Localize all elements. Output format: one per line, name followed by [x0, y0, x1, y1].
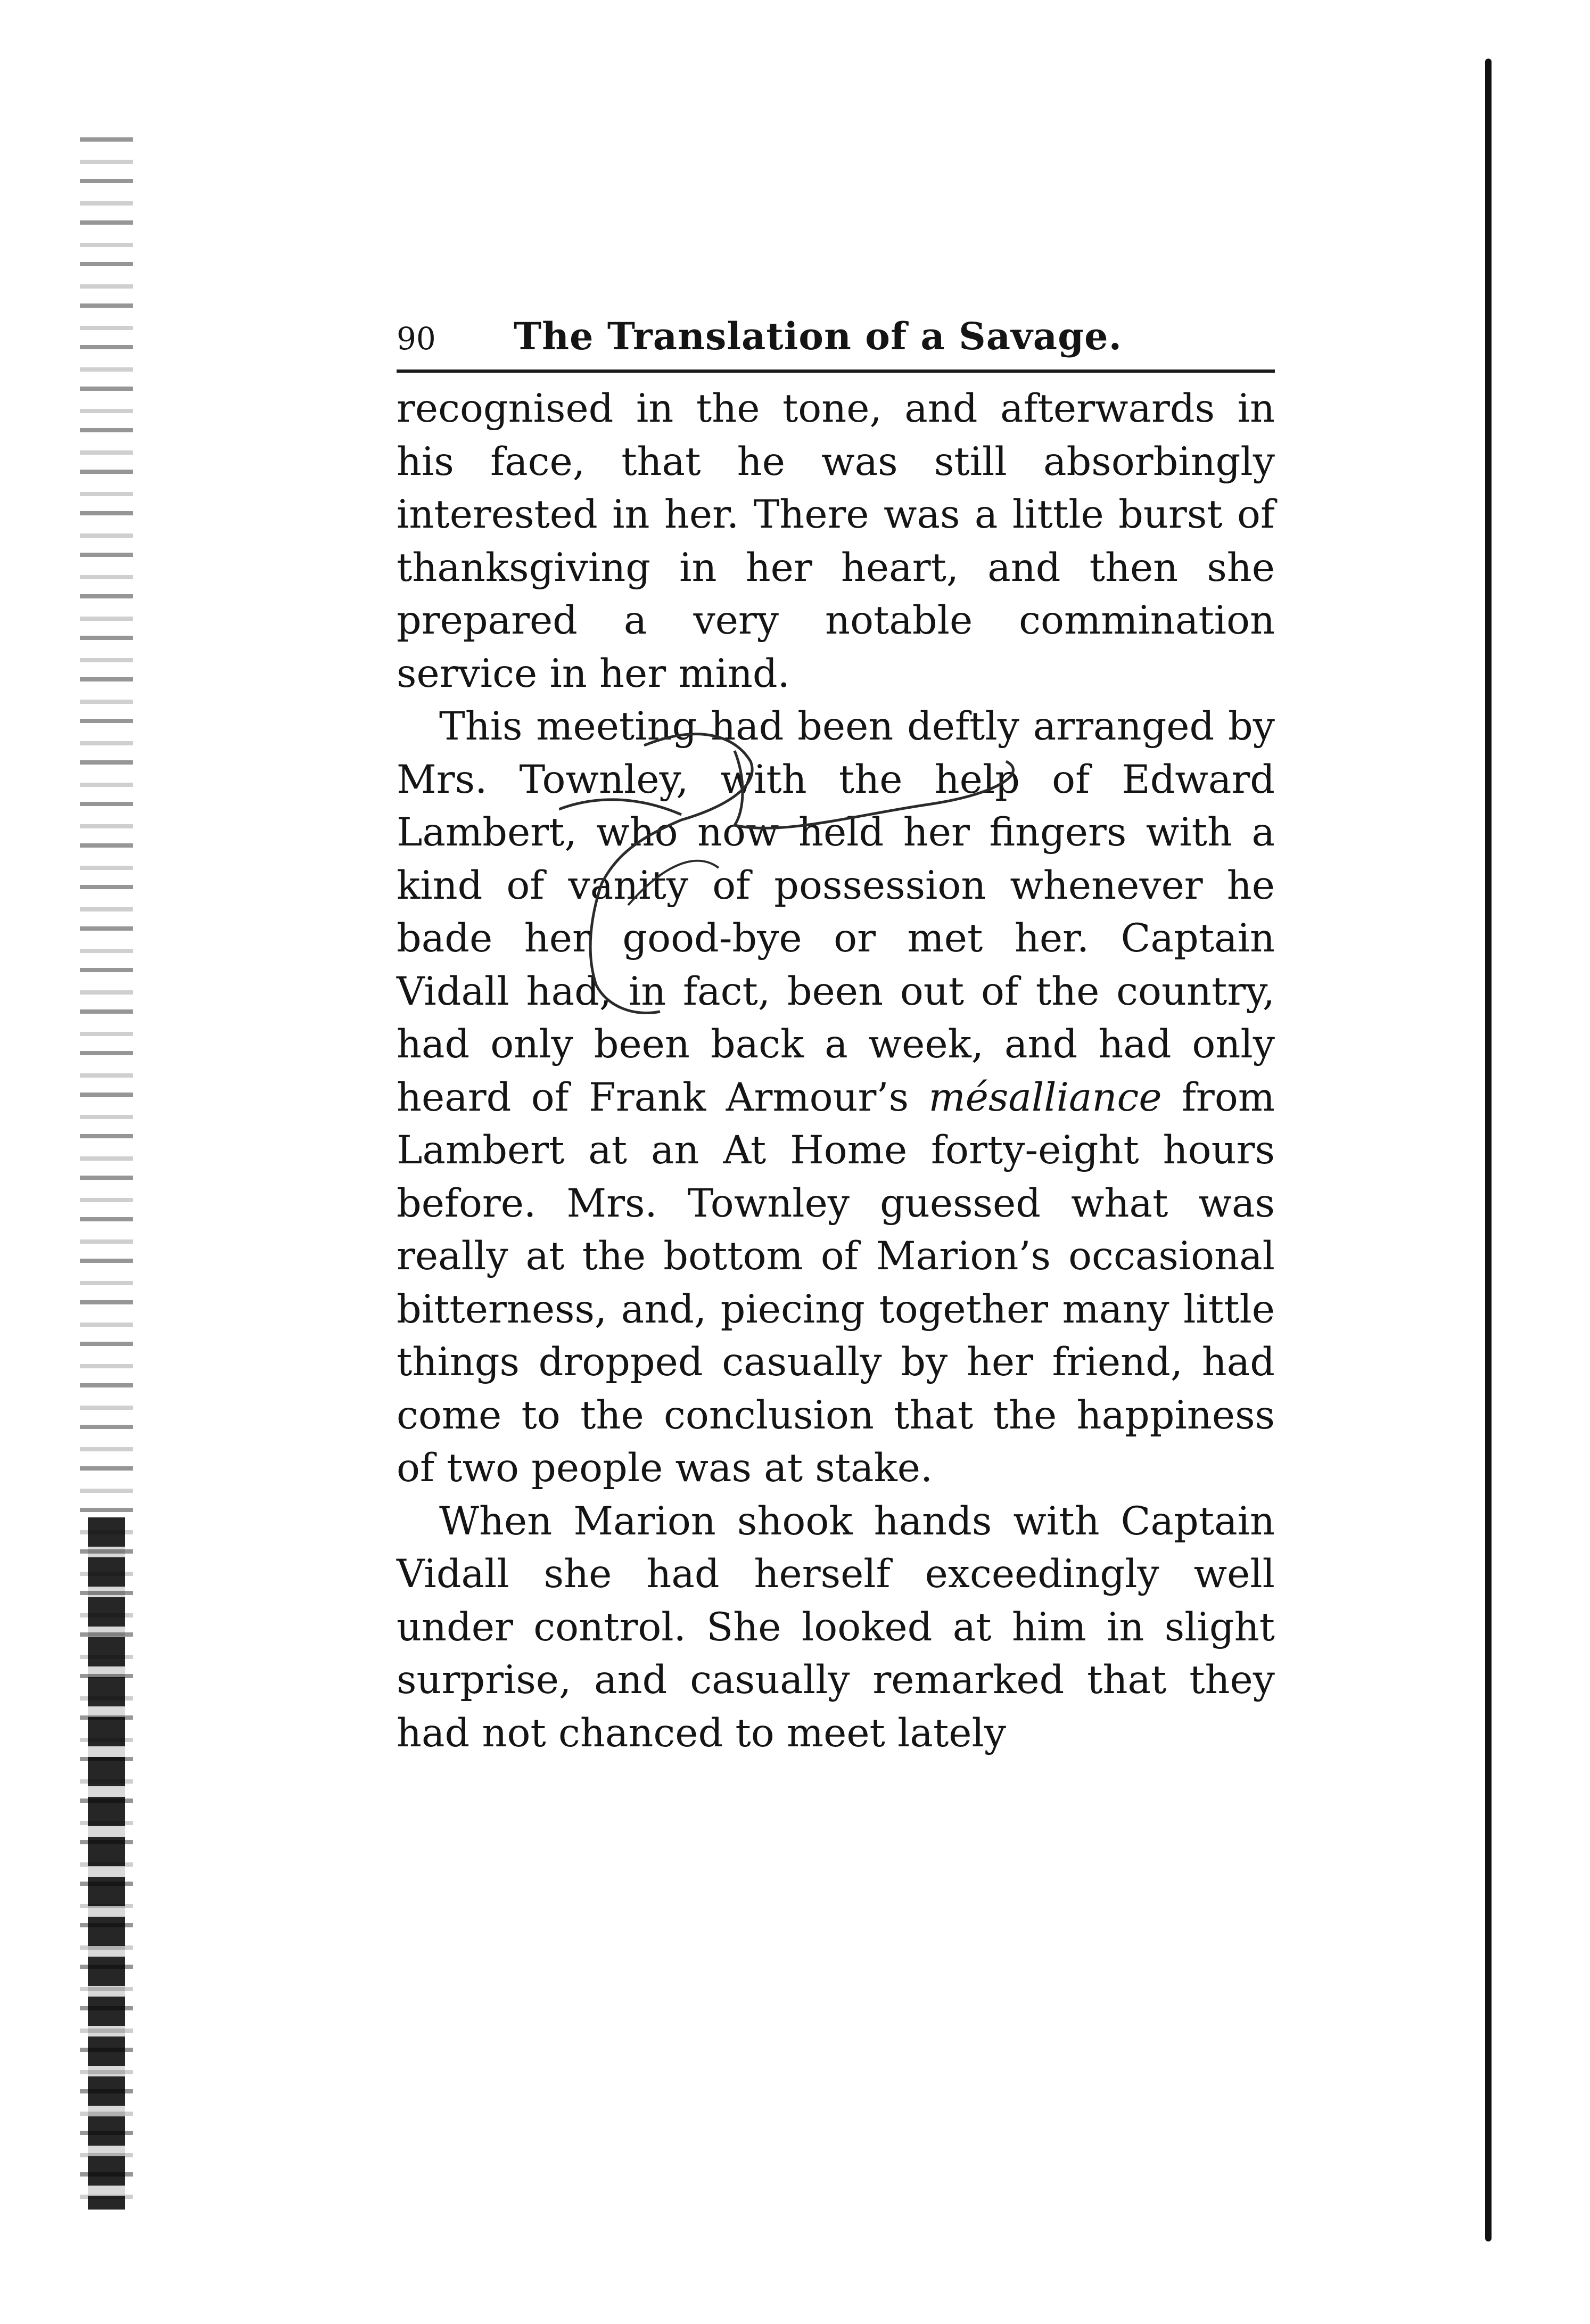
running-head — [397, 314, 1275, 373]
paragraph-2-text-before: This meeting had been deftly arranged by Mrs. Townley, with the help of Edward Lambert, who now held her fingers with a kind of vanity of possession whenever he bade her good-bye or met her. Captain Vidall had, in fact, been out of the country, had only been back a week, and had only heard of Frank Armour’s — [397, 704, 1275, 1120]
running-title: The Translation of a Savage. — [514, 314, 1122, 358]
paragraph-3-text: When Marion shook hands with Captain Vidall she had herself exceedingly well under control. She looked at him in slight surprise, and casually remarked that they had not chanced to meet lately — [397, 1498, 1275, 1756]
paragraph-3 — [397, 1495, 1275, 1760]
paragraph-1 — [397, 382, 1275, 700]
book-page — [397, 314, 1275, 1760]
body-text — [397, 382, 1275, 1760]
scan-margin-artifact-dark — [88, 1517, 125, 2210]
paragraph-2-text-after: from Lambert at an At Home forty-eight hours before. Mrs. Townley guessed what was really at the bottom of Marion’s occasional bitterness, and, piecing together many little things dropped casually by her friend, had come to the conclusion that the happiness of two people was at stake. — [397, 1074, 1275, 1491]
page-number: 90 — [397, 321, 436, 357]
page-binding-edge — [1485, 59, 1492, 2241]
paragraph-1-text: recognised in the tone, and afterwards in his face, that he was still absorbingly interested in her. There was a little burst of thanksgiving in her heart, and then she prepared a very notable commination service in her mind. — [397, 386, 1275, 696]
paragraph-2 — [397, 700, 1275, 1495]
paragraph-2-emphasis: mésalliance — [928, 1074, 1162, 1120]
